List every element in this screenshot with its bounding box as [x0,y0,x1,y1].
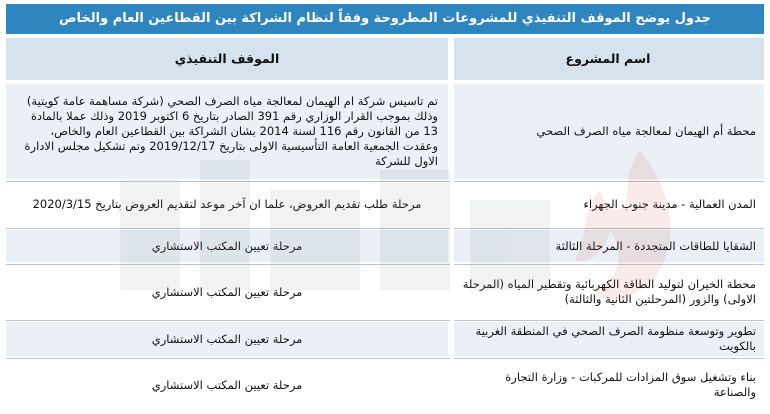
table-header-row [6,38,764,80]
row-status: مرحلة تعيين المكتب الاستشاري [6,322,448,356]
row-status: مرحلة تعيين المكتب الاستشاري [6,360,448,410]
row-divider [6,181,764,182]
row-divider [6,358,764,359]
table-row [6,183,764,226]
table-row [6,322,764,356]
row-project: محطة الخيران لتوليد الطاقة الكهربائية وتقطير المياه (المرحلة الاولى) والزور (المرحلتين الثانية والثالثة) [452,266,764,318]
table-row [6,266,764,318]
row-project: تطوير وتوسعة منظومة الصرف الصحي في المنطقة الغربية بالكويت [452,322,764,356]
row-status: تم تاسيس شركة ام الهيمان لمعالجة مياه الصرف الصحي (شركة مساهمة عامة كويتية) وذلك بموجب القرار الوزاري رقم 391 الصادر بتاريخ 6 اكتوبر 2019 وذلك عملا بالمادة 13 من القانون رقم 116 لسنة 2014 بشان الشراكة بين القطاعين العام والخاص، وعقدت الجمعية العامة التأسيسية الاولى بتاريخ 2019/12/17 وتم تشكيل مجلس الادارة الاول للشركة [6,84,448,179]
row-project: الشقايا للطاقات المتجددة - المرحلة الثالثة [452,230,764,262]
row-project: المدن العمالية - مدينة جنوب الجهراء [452,183,764,226]
row-divider [6,320,764,321]
table-row [6,84,764,179]
row-project: محطة أم الهيمان لمعالجة مياه الصرف الصحي [452,84,764,179]
row-divider [6,264,764,265]
table-row [6,360,764,410]
row-status: مرحلة طلب تقديم العروض، علما ان آخر موعد لتقديم العروض بتاريخ 2020/3/15 [6,183,448,226]
row-project: بناء وتشغيل سوق المزادات للمركبات - وزارة التجارة والصناعة [452,360,764,410]
row-status: مرحلة تعيين المكتب الاستشاري [6,230,448,262]
row-divider [6,228,764,229]
header-project: اسم المشروع [452,38,764,80]
table-title: جدول يوضح الموقف التنفيذي للمشروعات المطروحة وفقاً لنظام الشراكة بين القطاعين العام والخاص [6,4,764,34]
table-row [6,230,764,262]
row-status: مرحلة تعيين المكتب الاستشاري [6,266,448,318]
column-divider [450,38,454,410]
header-status: الموقف التنفيذي [6,38,448,80]
